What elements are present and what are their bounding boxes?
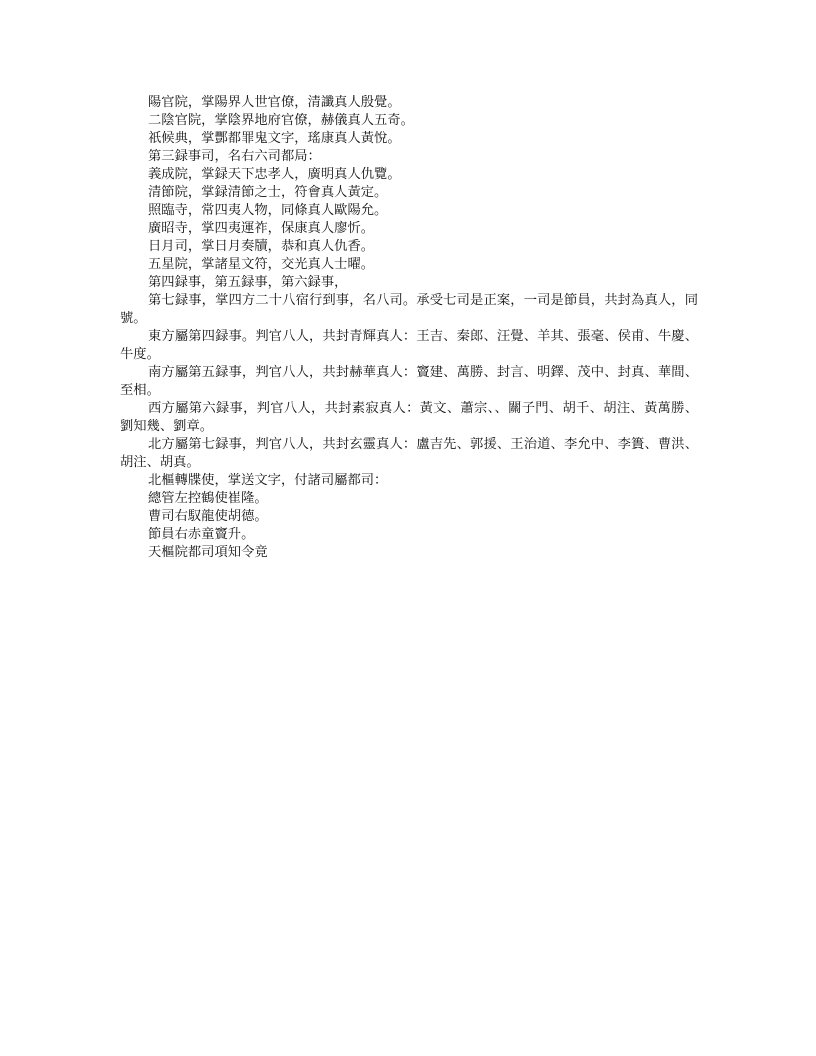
paragraph: 第七録事，掌四方二十八宿行到事，名八司。承受七司是正案，一司是節員，共封為真人，同號。 — [120, 293, 698, 326]
paragraph: 北方屬第七録事，判官八人，共封玄靈真人：盧吉先、郭援、王治道、李允中、李簣、曹洪、胡注、胡真。 — [120, 437, 698, 470]
paragraph: 義成院，掌録天下忠孝人，廣明真人仇覽。 — [148, 167, 401, 182]
paragraph: 祇候典，掌酆都罪鬼文字，瑤康真人黃悅。 — [148, 131, 401, 146]
paragraph: 節員右赤童竇升。 — [148, 527, 255, 542]
paragraph: 二陰官院，掌陰界地府官僚，赫儀真人五奇。 — [148, 113, 414, 128]
paragraph: 南方屬第五録事，判官八人，共封赫華真人：竇建、萬勝、封言、明鐸、茂中、封真、華間、至相。 — [120, 365, 698, 398]
section-heading: 第三録事司，名右六司都局： — [148, 149, 321, 164]
paragraph: 天樞院都司項知令竟 — [148, 545, 268, 560]
paragraph: 廣昭寺，掌四夷運祚，保康真人廖忻。 — [148, 221, 375, 236]
paragraph: 西方屬第六録事，判官八人，共封素寂真人：黃文、蕭宗、、關子門、胡千、胡注、黃萬勝、劉知幾、劉章。 — [120, 401, 698, 434]
paragraph: 日月司，掌日月奏牘，恭和真人仇香。 — [148, 239, 375, 254]
paragraph: 曹司右馭龍使胡德。 — [148, 509, 268, 524]
paragraph: 陽官院，掌陽界人世官僚，清讖真人殷覺。 — [148, 95, 401, 110]
paragraph: 北樞轉牒使，掌送文字，付諸司屬都司： — [148, 473, 388, 488]
paragraph: 總管左控鶴使崔隆。 — [148, 491, 268, 506]
paragraph: 清節院，掌録清節之士，符會真人黃定。 — [148, 185, 388, 200]
paragraph: 五星院，掌諸星文符，交光真人士曜。 — [148, 257, 375, 272]
paragraph: 東方屬第四録事。判官八人，共封青輝真人：王吉、秦郎、汪覺、羊其、張毫、侯甫、牛慶、牛度。 — [120, 329, 698, 362]
paragraph: 照臨寺，常四夷人物，同條真人歐陽允。 — [148, 203, 388, 218]
paragraph: 第四録事，第五録事，第六録事， — [148, 275, 348, 290]
document-body — [120, 94, 698, 562]
